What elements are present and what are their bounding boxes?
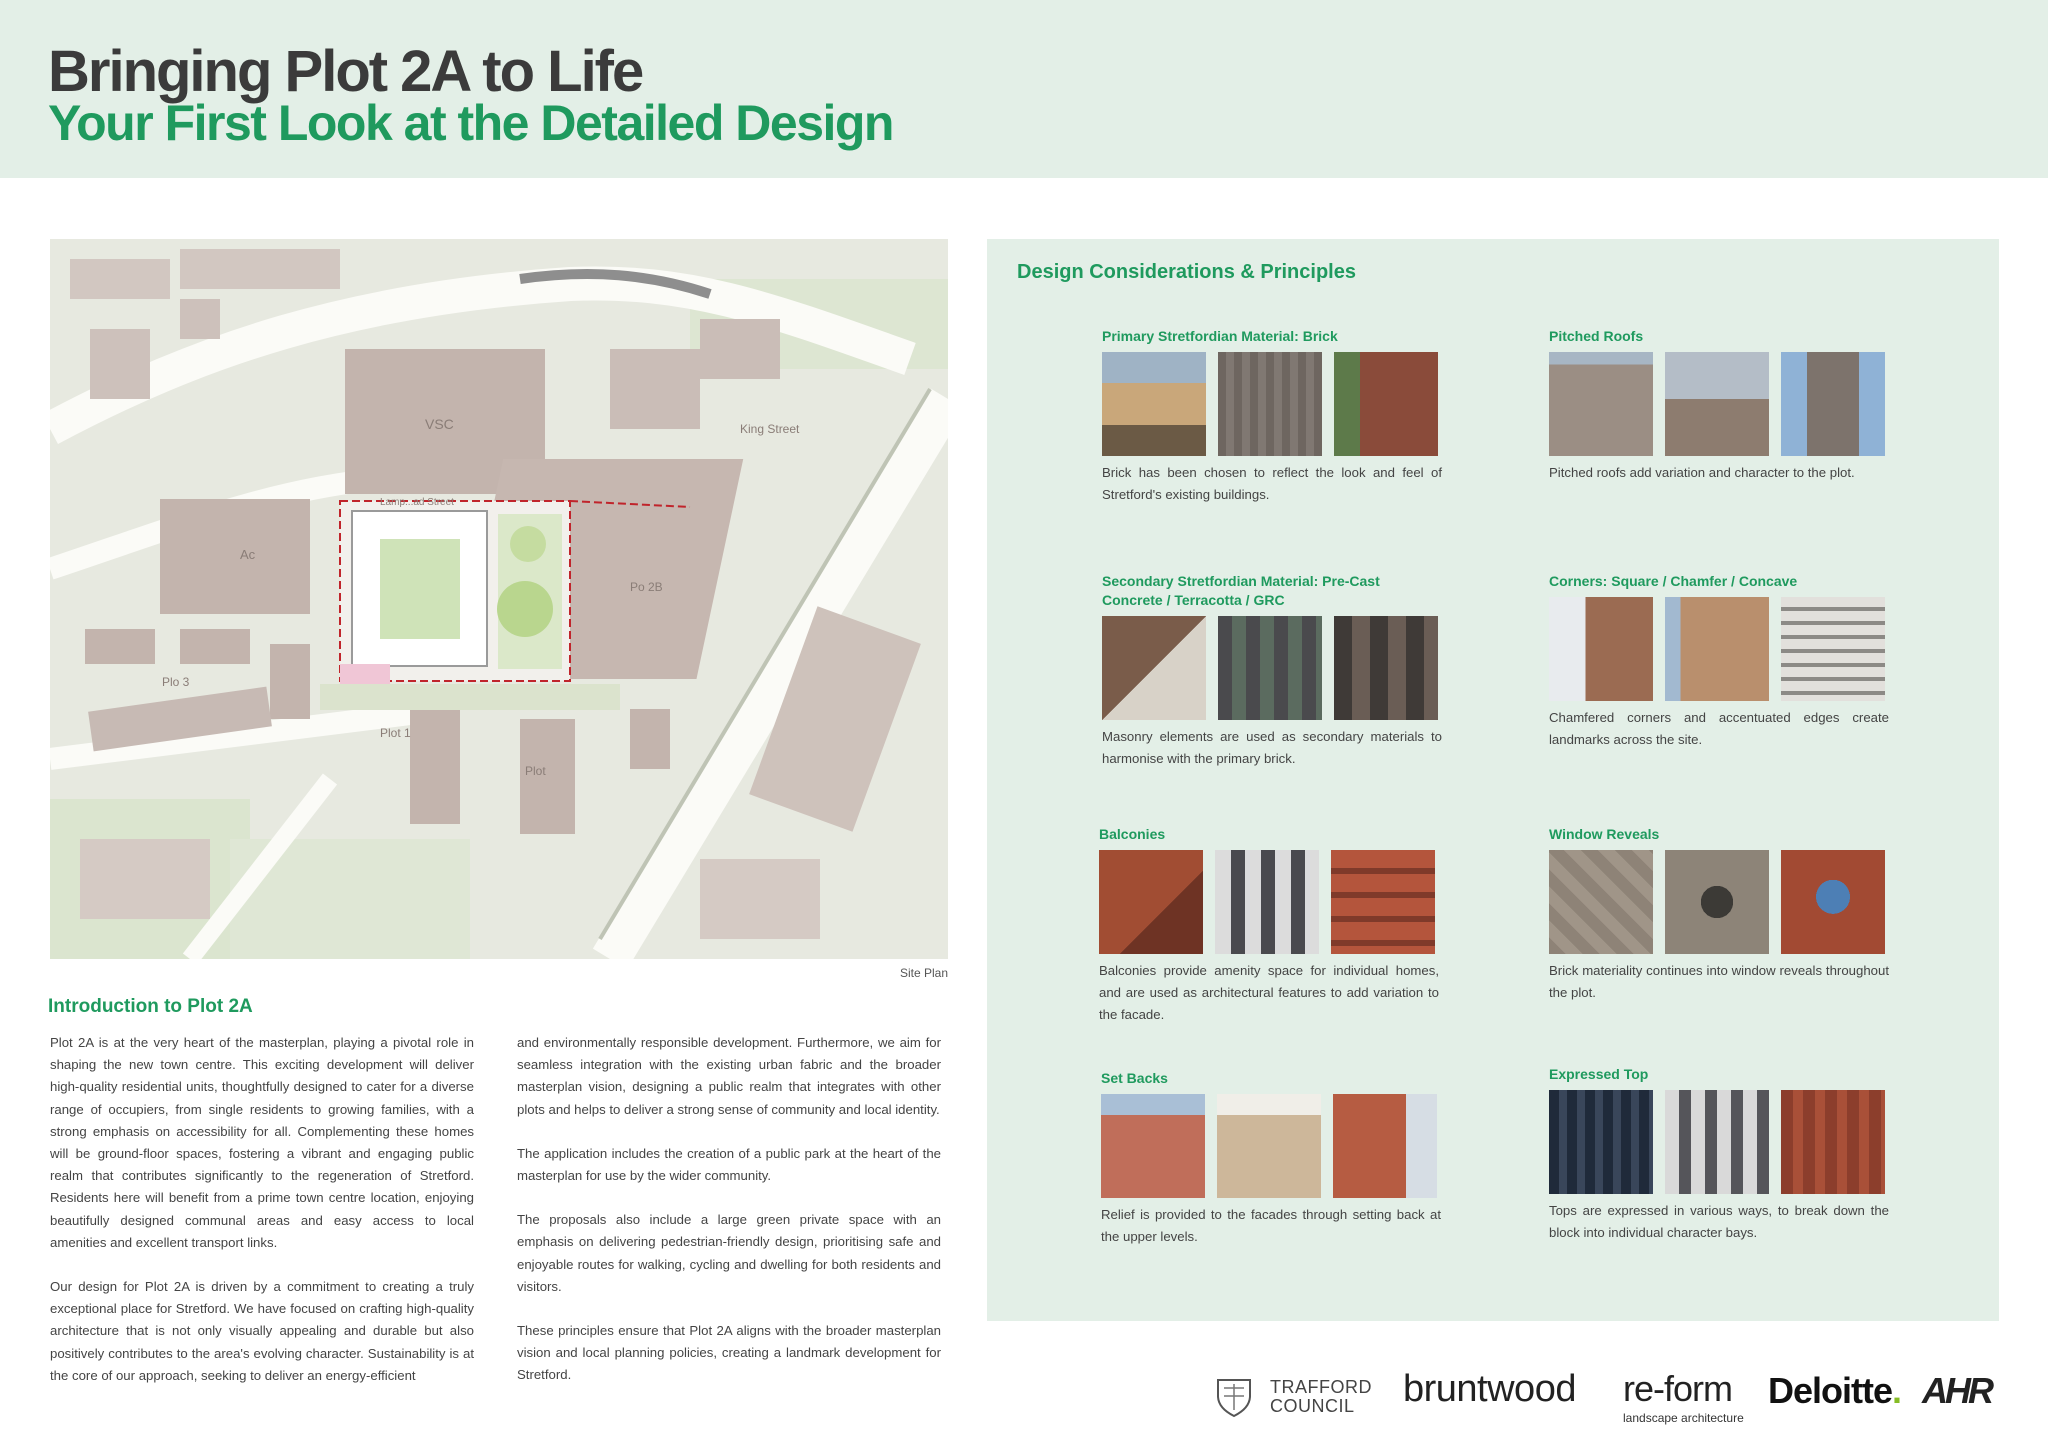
intro-paragraph: The proposals also include a large green private space with an emphasis on delivering pedestrian-friendly design, prioritising safe and enjoyable routes for walking, cycling and dwelling for both residents and visitors. [517, 1212, 941, 1294]
intro-paragraph: Plot 2A is at the very heart of the masterplan, playing a pivotal role in shaping the new town centre. This exciting development will deliver high-quality residential units, thoughtfully designed to cater for a diverse range of occupiers, from single residents to growing families, with a strong emphasis on accessibility for all. Complementing these homes will be ground-floor spaces, fostering a vibrant and engaging public realm that contributes significantly to the regeneration of Stretford. Residents here will benefit from a prime town centre location, enjoying beautifully designed communal areas and easy access to local amenities and excellent transport links. [50, 1035, 474, 1250]
intro-paragraph: Our design for Plot 2A is driven by a commitment to creating a truly exceptional place for Stretford. We have focused on crafting high-quality architecture that is not only visually appealing and durable but also positively contributes to the area's evolving character. Sustainability is at the core of our approach, seeking to deliver an energy-efficient [50, 1279, 474, 1383]
principle-pitched-roofs [1549, 327, 1889, 484]
map-label-vsc: VSC [425, 416, 454, 432]
map-label-p3: Plo 3 [162, 675, 190, 689]
partner-logos [1210, 1368, 1991, 1428]
window-photo [1665, 850, 1769, 954]
principle-text: Tops are expressed in various ways, to break down the block into individual character bays. [1549, 1203, 1889, 1240]
principle-title: Expressed Top [1549, 1066, 1649, 1082]
material-photo [1334, 616, 1438, 720]
brick-photo [1334, 352, 1438, 456]
material-photo [1218, 616, 1322, 720]
page-title: Bringing Plot 2A to Life [48, 39, 643, 104]
intro-heading: Introduction to Plot 2A [48, 996, 253, 1017]
setback-photo [1101, 1094, 1205, 1198]
trafford-logo-text: TRAFFORD [1270, 1377, 1372, 1397]
principle-text: Chamfered corners and accentuated edges create landmarks across the site. [1549, 710, 1889, 747]
map-label-ac: Ac [240, 547, 256, 562]
principle-title: Balconies [1099, 826, 1166, 842]
principle-text: Masonry elements are used as secondary materials to harmonise with the primary brick. [1102, 729, 1442, 766]
principle-title: Primary Stretfordian Material: Brick [1102, 328, 1338, 344]
principle-title: Corners: Square / Chamfer / Concave [1549, 573, 1798, 589]
page-subtitle: Your First Look at the Detailed Design [48, 95, 893, 151]
setback-photo [1333, 1094, 1437, 1198]
balcony-photo [1331, 850, 1435, 954]
panel-heading: Design Considerations & Principles [1017, 261, 1356, 283]
crest-icon [1210, 1374, 1258, 1418]
corner-photo [1781, 597, 1885, 701]
principle-text: Brick has been chosen to reflect the look and feel of Stretford's existing buildings. [1102, 465, 1442, 502]
ahr-logo: AHR [1922, 1370, 1991, 1411]
material-photo [1102, 616, 1206, 720]
principle-text: Balconies provide amenity space for individual homes, and are used as architectural features to add variation to the facade. [1099, 963, 1439, 1022]
intro-column-1 [50, 1032, 474, 1409]
corner-photo [1549, 597, 1653, 701]
principle-text: Relief is provided to the facades through setting back at the upper levels. [1101, 1207, 1441, 1244]
top-photo [1549, 1090, 1653, 1194]
principle-title: Secondary Stretfordian Material: Pre-Cast Concrete / Terracotta / GRC [1102, 573, 1380, 608]
balcony-photo [1215, 850, 1319, 954]
roof-photo [1665, 352, 1769, 456]
intro-paragraph: These principles ensure that Plot 2A aligns with the broader masterplan vision and local planning policies, creating a landmark development for Stretford. [517, 1323, 941, 1383]
principle-set-backs [1101, 1069, 1441, 1248]
deloitte-logo-dot: . [1892, 1370, 1902, 1411]
principle-text: Brick materiality continues into window reveals throughout the plot. [1549, 963, 1889, 1000]
site-plan-map [50, 239, 948, 959]
header-band [0, 0, 2048, 178]
map-label-p1: Plot 1 [380, 726, 411, 740]
principle-title: Window Reveals [1549, 826, 1660, 842]
design-principles-panel [987, 239, 1999, 1321]
principle-corners [1549, 572, 1889, 751]
principle-secondary-material [1102, 572, 1442, 770]
window-photo [1781, 850, 1885, 954]
bruntwood-logo: bruntwood [1403, 1368, 1576, 1410]
principle-title: Pitched Roofs [1549, 328, 1644, 344]
brick-photo [1102, 352, 1206, 456]
principle-window-reveals [1549, 825, 1889, 1004]
roof-photo [1549, 352, 1653, 456]
map-caption: Site Plan [899, 966, 948, 980]
top-photo [1665, 1090, 1769, 1194]
window-photo [1549, 850, 1653, 954]
top-photo [1781, 1090, 1885, 1194]
principle-expressed-top [1549, 1065, 1889, 1244]
council-logo-text: COUNCIL [1270, 1396, 1355, 1416]
intro-paragraph: and environmentally responsible development. Furthermore, we aim for seamless integration with the existing urban fabric and the broader masterplan vision, designing a public realm that integrates with other plots and helps to deliver a strong sense of community and local identity. [517, 1035, 941, 1117]
reform-logo: re-form [1623, 1368, 1732, 1409]
principle-text: Pitched roofs add variation and character to the plot. [1549, 465, 1855, 480]
map-label-lamp: Lamp...ad Street [380, 497, 454, 508]
reform-logo-subtitle: landscape architecture [1623, 1411, 1744, 1425]
principle-title: Set Backs [1101, 1070, 1168, 1086]
intro-column-2 [517, 1032, 941, 1409]
principle-balconies [1099, 825, 1439, 1026]
map-label-plot: Plot [525, 764, 546, 778]
corner-photo [1665, 597, 1769, 701]
site-plan-graphic [50, 239, 948, 959]
deloitte-logo-text: Deloitte [1768, 1370, 1893, 1411]
trafford-council-logo [1210, 1374, 1380, 1418]
brick-photo [1218, 352, 1322, 456]
setback-photo [1217, 1094, 1321, 1198]
map-label-p2b: Po 2B [630, 580, 663, 594]
balcony-photo [1099, 850, 1203, 954]
principle-brick [1102, 327, 1442, 506]
roof-photo [1781, 352, 1885, 456]
map-label-king-street: King Street [740, 422, 800, 436]
deloitte-logo [1768, 1370, 1901, 1412]
intro-paragraph: The application includes the creation of a public park at the heart of the masterplan for use by the wider community. [517, 1145, 941, 1184]
